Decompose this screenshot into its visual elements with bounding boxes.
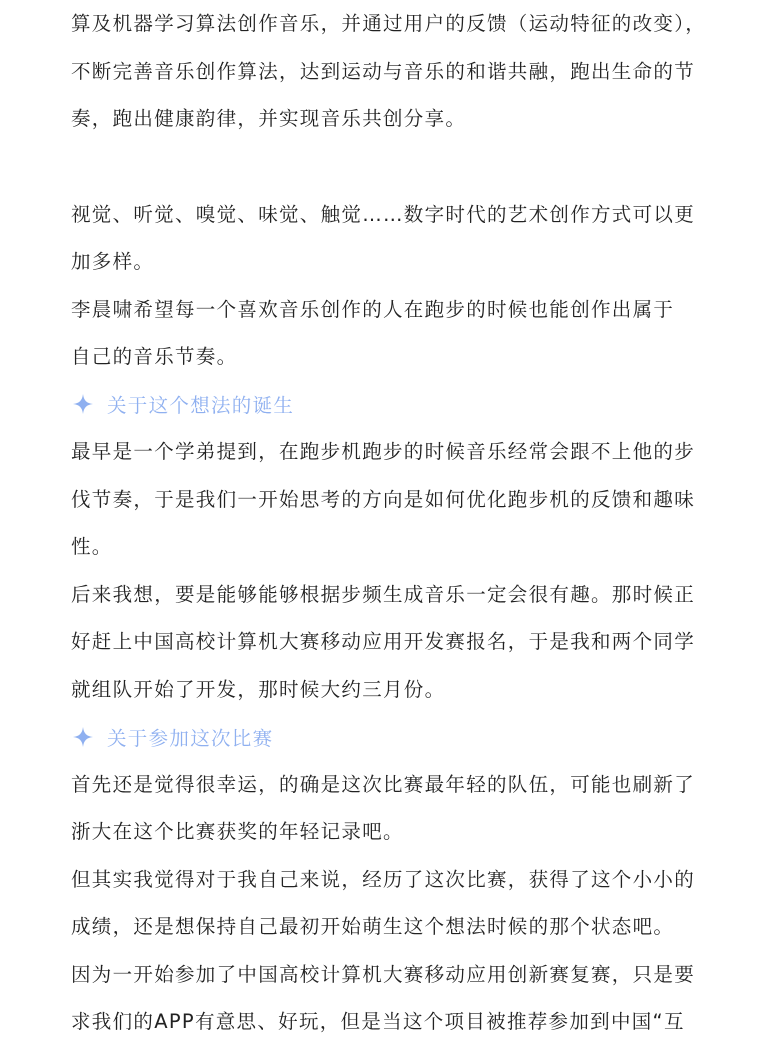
section-heading-competition	[71, 713, 731, 761]
paragraph-origin-2	[71, 571, 731, 714]
paragraph-spacer	[71, 143, 731, 191]
section-heading-origin	[71, 381, 731, 429]
text-line: 伐节奏，于是我们一开始思考的方向是如何优化跑步机的反馈和趣味	[71, 487, 696, 511]
text-line: 性。	[71, 535, 113, 558]
text-line: 视觉、听觉、嗅觉、味觉、触觉……数字时代的艺术创作方式可以更	[71, 202, 696, 226]
paragraph-competition-1	[71, 761, 731, 856]
sparkle-icon	[73, 727, 93, 747]
paragraph-intro	[71, 0, 731, 143]
text-line: 但其实我觉得对于我自己来说，经历了这次比赛，获得了这个小小的	[71, 867, 696, 891]
text-line: 浙大在这个比赛获奖的年轻记录吧。	[71, 820, 404, 843]
text-line: 加多样。	[71, 250, 155, 273]
text-line: 自己的音乐节奏。	[71, 345, 238, 368]
text-line: 算及机器学习算法创作音乐，并通过用户的反馈（运动特征的改变），	[71, 12, 707, 35]
sparkle-icon	[73, 394, 93, 414]
text-line: 求我们的APP有意思、好玩，但是当这个项目被推荐参加到中国“互	[71, 1010, 685, 1033]
article-body	[71, 0, 731, 1046]
text-line: 不断完善音乐创作算法，达到运动与音乐的和谐共融，跑出生命的节	[71, 59, 696, 83]
text-line: 就组队开始了开发，那时候大约三月份。	[71, 677, 446, 701]
text-line: 首先还是觉得很幸运，的确是这次比赛最年轻的队伍，可能也刷新了	[71, 772, 696, 796]
text-line: 李晨啸希望每一个喜欢音乐创作的人在跑步的时候也能创作出属于	[71, 297, 675, 321]
text-line: 因为一开始参加了中国高校计算机大赛移动应用创新赛复赛，只是要	[71, 962, 696, 986]
paragraph-hope	[71, 286, 731, 381]
paragraph-senses	[71, 191, 731, 286]
text-line: 奏，跑出健康韵律，并实现音乐共创分享。	[71, 107, 467, 130]
text-line: 好赶上中国高校计算机大赛移动应用开发赛报名，于是我和两个同学	[71, 630, 696, 653]
paragraph-competition-3	[71, 951, 731, 1046]
paragraph-competition-2	[71, 856, 731, 951]
text-line: 后来我想，要是能够能够根据步频生成音乐一定会很有趣。那时候正	[71, 582, 696, 606]
text-line: 最早是一个学弟提到，在跑步机跑步的时候音乐经常会跟不上他的步	[71, 440, 696, 463]
section-heading-text: 关于这个想法的诞生	[107, 394, 295, 418]
paragraph-origin-1	[71, 428, 731, 571]
section-heading-text: 关于参加这次比赛	[107, 726, 274, 750]
text-line: 成绩，还是想保持自己最初开始萌生这个想法时候的那个状态吧。	[71, 915, 675, 938]
